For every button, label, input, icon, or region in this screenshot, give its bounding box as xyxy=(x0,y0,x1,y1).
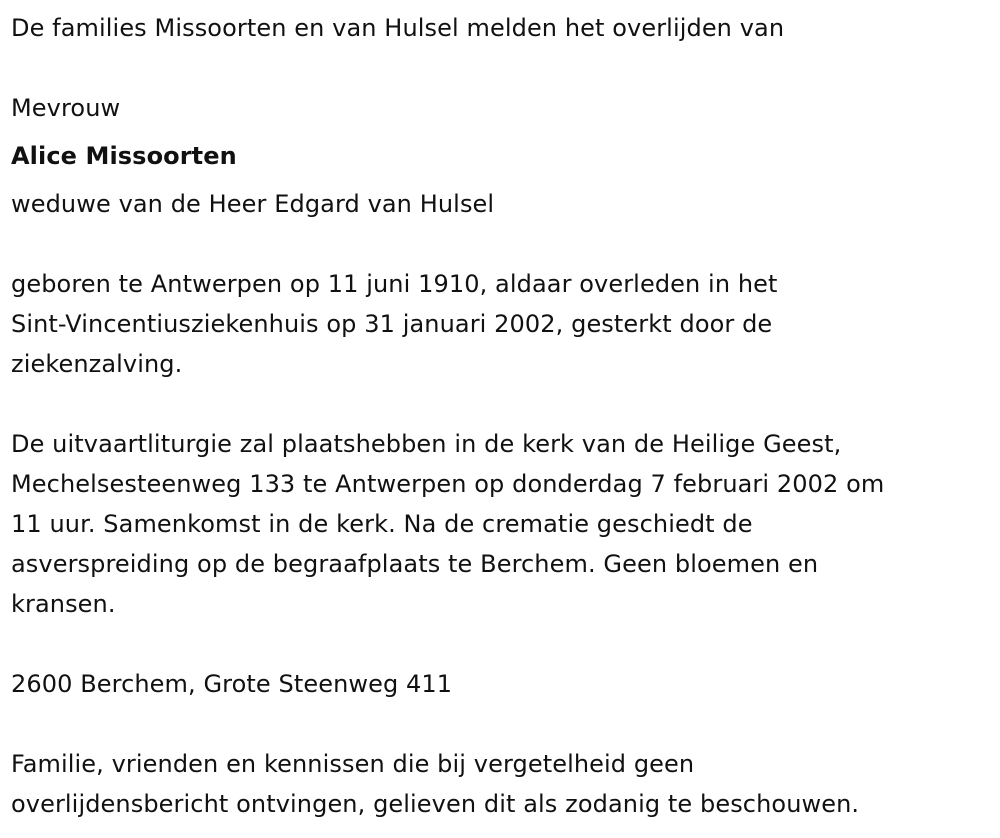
intro-text: De families Missoorten en van Hulsel melden het overlijden van xyxy=(11,14,785,42)
birth-death-paragraph xyxy=(11,264,1000,384)
deceased-name: Alice Missoorten xyxy=(11,142,237,170)
paragraph-line: 11 uur. Samenkomst in de kerk. Na de crematie geschiedt de xyxy=(11,510,753,538)
funeral-paragraph xyxy=(11,424,1000,624)
address-text: 2600 Berchem, Grote Steenweg 411 xyxy=(11,670,453,698)
closing-paragraph xyxy=(11,744,1000,824)
paragraph-line: asverspreiding op de begraafplaats te Berchem. Geen bloemen en xyxy=(11,550,819,578)
paragraph-line: ziekenzalving. xyxy=(11,350,183,378)
paragraph-line: Familie, vrienden en kennissen die bij vergetelheid geen xyxy=(11,750,695,778)
paragraph-line: overlijdensbericht ontvingen, gelieven dit als zodanig te beschouwen. xyxy=(11,790,860,818)
paragraph-line: kransen. xyxy=(11,590,116,618)
relation-text: weduwe van de Heer Edgard van Hulsel xyxy=(11,190,495,218)
paragraph-line: Sint-Vincentiusziekenhuis op 31 januari 2002, gesterkt door de xyxy=(11,310,773,338)
paragraph-line: Mechelsesteenweg 133 te Antwerpen op donderdag 7 februari 2002 om xyxy=(11,470,885,498)
honorific: Mevrouw xyxy=(11,94,121,122)
paragraph-line: De uitvaartliturgie zal plaatshebben in de kerk van de Heilige Geest, xyxy=(11,430,842,458)
paragraph-line: geboren te Antwerpen op 11 juni 1910, aldaar overleden in het xyxy=(11,270,778,298)
